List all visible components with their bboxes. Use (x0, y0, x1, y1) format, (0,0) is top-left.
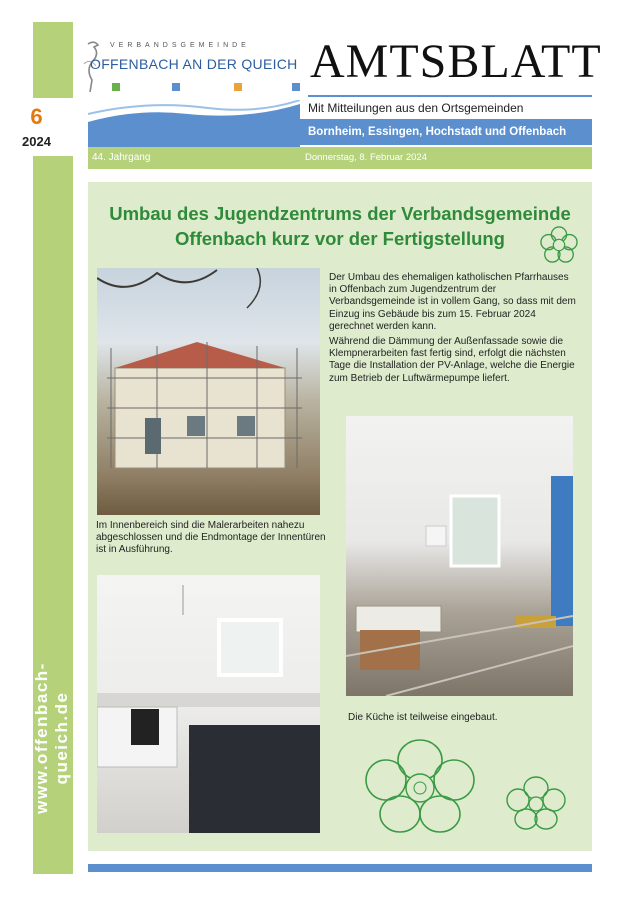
logo-top-text: VERBANDSGEMEINDE (110, 42, 250, 49)
title-rule (308, 95, 592, 97)
bottom-bar (88, 864, 592, 872)
photo-interior-room (346, 416, 573, 696)
logo-name: OFFENBACH AN DER QUEICH (90, 56, 298, 72)
headline-line-1: Umbau des Jugendzentrums der Verbandsgemeinde (109, 203, 571, 224)
issue-year: 2024 (22, 134, 51, 149)
paragraph-1: Der Umbau des ehemaligen katholischen Pfarrhauses in Offenbach zum Jugendzentrum der Verbandsgemeinde ist in vollem Gang, so dass mit dem Einzug ins Gebäude bis zum 15. Februar 2024 gerechnet werden kann. (329, 272, 576, 332)
headline-line-2: Offenbach kurz vor der Fertigstellung (175, 228, 505, 249)
page-title: AMTSBLATT (310, 35, 602, 88)
photo-kitchen (97, 575, 320, 833)
info-strip (88, 147, 592, 169)
article (88, 182, 592, 851)
flower-large-icon (364, 738, 476, 836)
subtitle: Mit Mitteilungen aus den Ortsgemeinden (308, 101, 524, 115)
towns-bar: Bornheim, Essingen, Hochstadt und Offenbach (299, 119, 592, 145)
caption-kitchen: Die Küche ist teilweise eingebaut. (348, 712, 498, 723)
masthead-wave (88, 100, 300, 147)
paragraph-2: Während die Dämmung der Außenfassade sowie die Klempnerarbeiten fast fertig sind, erfolgt die nächsten Tage die Installation der PV-Anlage, welche die Energie zum Betrieb der Luftwärmepumpe liefert. (329, 336, 575, 384)
jahrgang: 44. Jahrgang (92, 152, 151, 163)
flower-small-icon (506, 776, 566, 832)
issue-date: Donnerstag, 8. Februar 2024 (305, 152, 427, 163)
issue-box (0, 98, 73, 156)
flower-icon (540, 226, 578, 264)
website-url[interactable]: www.offenbach-queich.de (32, 662, 71, 814)
paragraph-3: Im Innenbereich sind die Malerarbeiten nahezu abgeschlossen und die Endmontage der Innentüren ist in Ausführung. (96, 520, 326, 556)
issue-number: 6 (30, 104, 43, 129)
photo-house-exterior (97, 268, 320, 515)
side-bar (22, 22, 73, 874)
